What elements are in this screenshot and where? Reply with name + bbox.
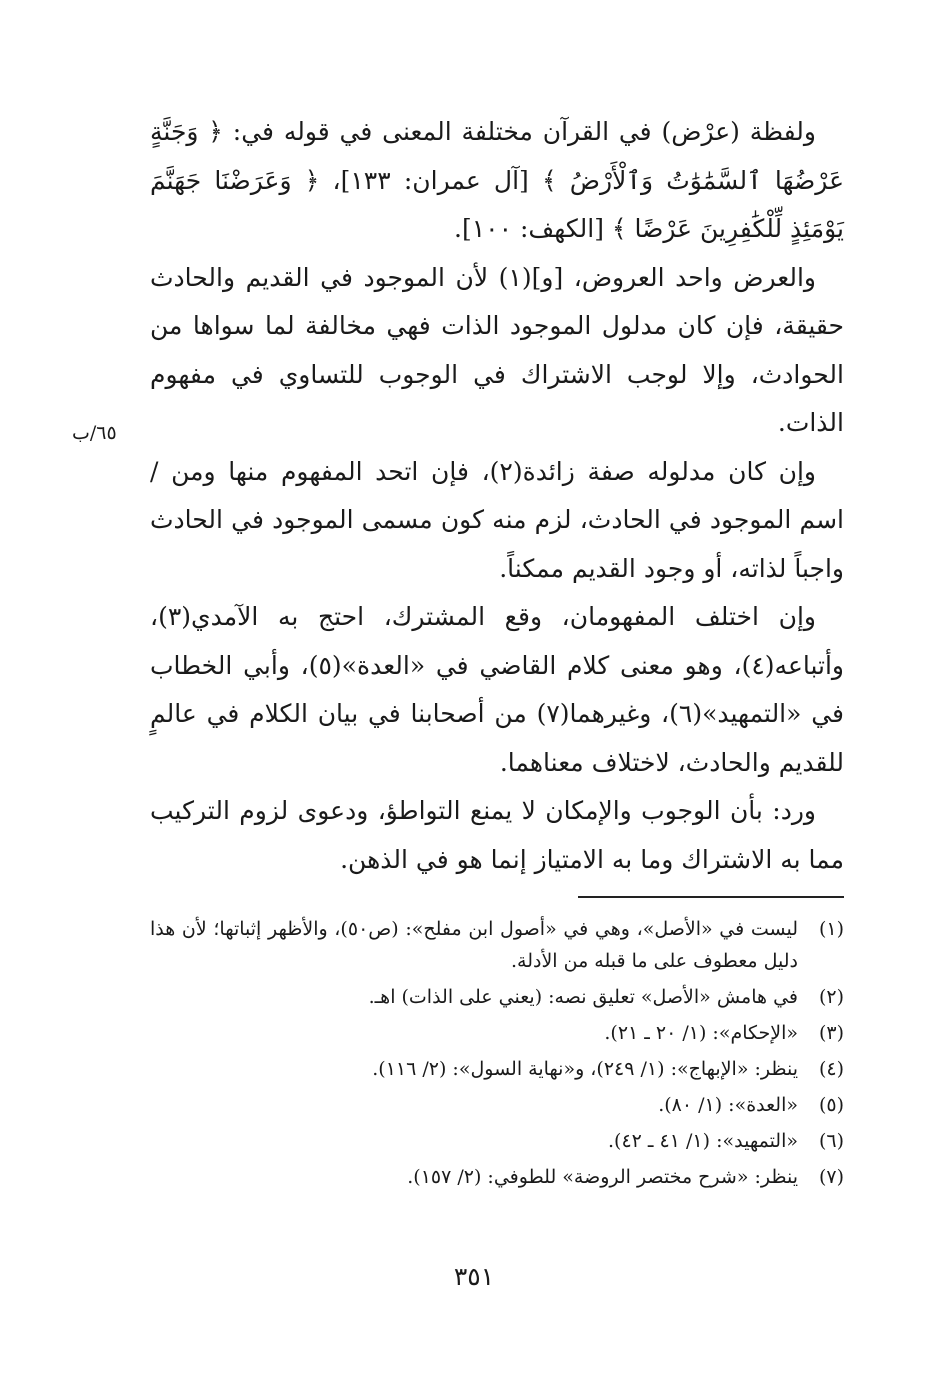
footnote-2 — [150, 981, 844, 1013]
footnote-text: ينظر: «شرح مختصر الروضة» للطوفي: (٢/ ١٥٧). — [407, 1166, 798, 1188]
footnote-3 — [150, 1017, 844, 1049]
paragraph-3: وإن كان مدلوله صفة زائدة(٢)، فإن اتحد المفهوم منها ومن / اسم الموجود في الحادث، لزم منه كون مسمى الموجود في الحادث واجباً لذاته، أو وجود القديم ممكناً. — [150, 456, 844, 583]
footnote-number: (٤) — [818, 1058, 844, 1080]
footnote-text: «التمهيد»: (١/ ٤١ ـ ٤٢). — [608, 1130, 798, 1152]
footnotes — [150, 913, 844, 1197]
footnote-text: «الإحكام»: (١/ ٢٠ ـ ٢١). — [604, 1022, 798, 1044]
footnote-1 — [150, 913, 844, 977]
main-text — [150, 108, 844, 884]
page-number: ٣٥١ — [453, 1262, 495, 1291]
footnote-5 — [150, 1089, 844, 1121]
footnote-number: (٦) — [818, 1130, 844, 1152]
footnote-number: (٣) — [818, 1022, 844, 1044]
footnote-number: (٥) — [818, 1094, 844, 1116]
paragraph-2: والعرض واحد العروض، [و](١) لأن الموجود في القديم والحادث حقيقة، فإن كان مدلول الموجود الذات فهي مخالفة لما سواها من الحوادث، وإلا لوجب الاشتراك في الوجوب للتساوي في مفهوم الذات. — [150, 262, 844, 437]
footnote-separator — [578, 896, 844, 898]
footnote-7 — [150, 1161, 844, 1193]
manuscript-folio-note: ٦٥/ب — [72, 422, 117, 444]
paragraph-4: وإن اختلف المفهومان، وقع المشترك، احتج به الآمدي(٣)، وأتباعه(٤)، وهو معنى كلام القاضي في «العدة»(٥)، وأبي الخطاب في «التمهيد»(٦)، وغيرهما(٧) من أصحابنا في بيان الكلام في عالمٍ للقديم والحادث، لاختلاف معناهما. — [150, 602, 844, 777]
footnote-number: (٧) — [818, 1166, 844, 1188]
footnote-6 — [150, 1125, 844, 1157]
footnote-number: (٢) — [818, 986, 844, 1008]
footnote-text: في هامش «الأصل» تعليق نصه: (يعني على الذات) اهـ. — [368, 986, 798, 1008]
footnote-4 — [150, 1053, 844, 1085]
footnote-number: (١) — [818, 918, 844, 940]
paragraph-5: ورد: بأن الوجوب والإمكان لا يمنع التواطؤ، ودعوى لزوم التركيب مما به الاشتراك وما به الامتياز إنما هو في الذهن. — [150, 796, 844, 874]
footnote-text: ليست في «الأصل»، وهي في «أصول ابن مفلح»: (ص٥٠)، والأظهر إثباتها؛ لأن هذا دليل معطوف على ما قبله من الأدلة. — [150, 918, 798, 972]
paragraph-1: ولفظة (عرْض) في القرآن مختلفة المعنى في قوله في: ﴿ وَجَنَّةٍ عَرْضُهَا ٱلسَّمَٰوَٰتُ وَٱلْأَرْضُ ﴾ [آل عمران: ١٣٣]، ﴿ وَعَرَضْنَا جَهَنَّمَ يَوْمَئِذٍ لِّلْكَٰفِرِينَ عَرْضًا ﴾ [الكهف: ١٠٠]. — [150, 117, 844, 243]
footnote-text: ينظر: «الإبهاج»: (١/ ٢٤٩)، و«نهاية السول»: (٢/ ١١٦). — [372, 1058, 798, 1080]
footnote-text: «العدة»: (١/ ٨٠). — [658, 1094, 798, 1116]
